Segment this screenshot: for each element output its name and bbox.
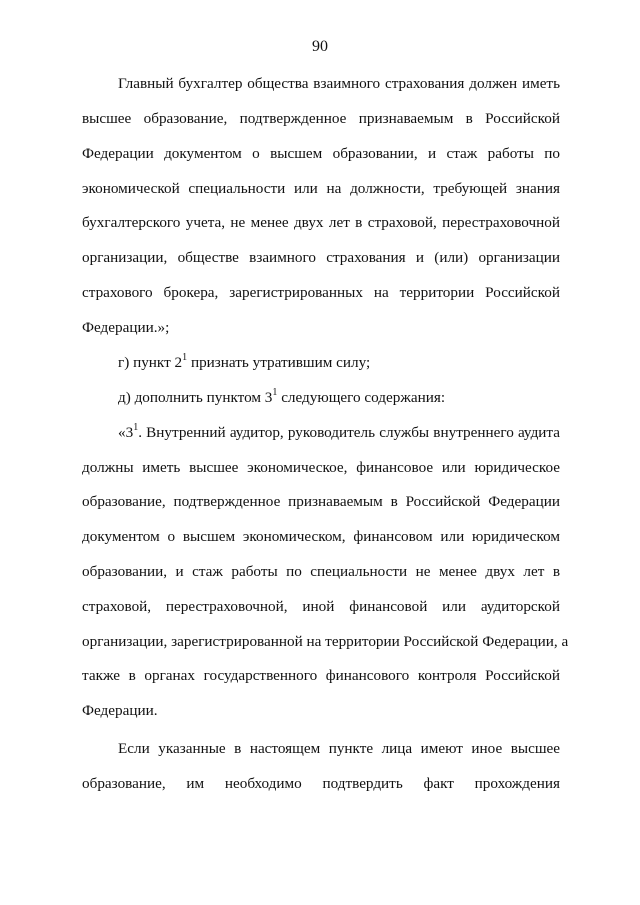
item-g-line	[118, 353, 560, 373]
page-number: 90	[312, 38, 328, 55]
point3-text-after: . Внутренний аудитор, руководитель службы внутреннего аудита	[138, 424, 560, 441]
point3-line	[118, 423, 560, 443]
item-d-text: д) дополнить пунктом 3	[118, 389, 273, 406]
text-line: Федерации.»;	[82, 319, 170, 336]
text-line: страховой, перестраховочной, иной финансовой или аудиторской	[82, 598, 560, 615]
text-line: бухгалтерского учета, не менее двух лет в страховой, перестраховочной	[82, 214, 560, 231]
text-line: должны иметь высшее экономическое, финансовое или юридическое	[82, 459, 560, 476]
point3-superscript: 1	[133, 421, 139, 433]
item-d-line	[118, 388, 560, 408]
text-line: организации, зарегистрированной на территории Российской Федерации, а	[82, 633, 569, 650]
text-line: организации, обществе взаимного страхования и (или) организации	[82, 249, 560, 266]
text-line: Главный бухгалтер общества взаимного страхования должен иметь	[118, 75, 560, 92]
text-line: образование, им необходимо подтвердить факт прохождения	[82, 775, 560, 792]
text-line: Федерации.	[82, 702, 158, 719]
text-line: образовании, и стаж работы по специальности не менее двух лет в	[82, 563, 560, 580]
text-line: Если указанные в настоящем пункте лица имеют иное высшее	[118, 740, 560, 757]
text-line: страхового брокера, зарегистрированных на территории Российской	[82, 284, 560, 301]
item-g-superscript: 1	[182, 351, 188, 363]
point3-text: «3	[118, 424, 134, 441]
item-d-superscript: 1	[272, 386, 278, 398]
text-line: экономической специальности или на должности, требующей знания	[82, 180, 560, 197]
text-line: высшее образование, подтвержденное признаваемым в Российской	[82, 110, 560, 127]
text-line: Федерации документом о высшем образовании, и стаж работы по	[82, 145, 560, 162]
text-line: также в органах государственного финансового контроля Российской	[82, 667, 560, 684]
item-g-text: г) пункт 2	[118, 354, 183, 371]
item-g-text-after: признать утратившим силу;	[187, 354, 371, 371]
item-d-text-after: следующего содержания:	[277, 389, 446, 406]
text-line: образование, подтвержденное признаваемым в Российской Федерации	[82, 493, 560, 510]
text-line: документом о высшем экономическом, финансовом или юридическом	[82, 528, 560, 545]
